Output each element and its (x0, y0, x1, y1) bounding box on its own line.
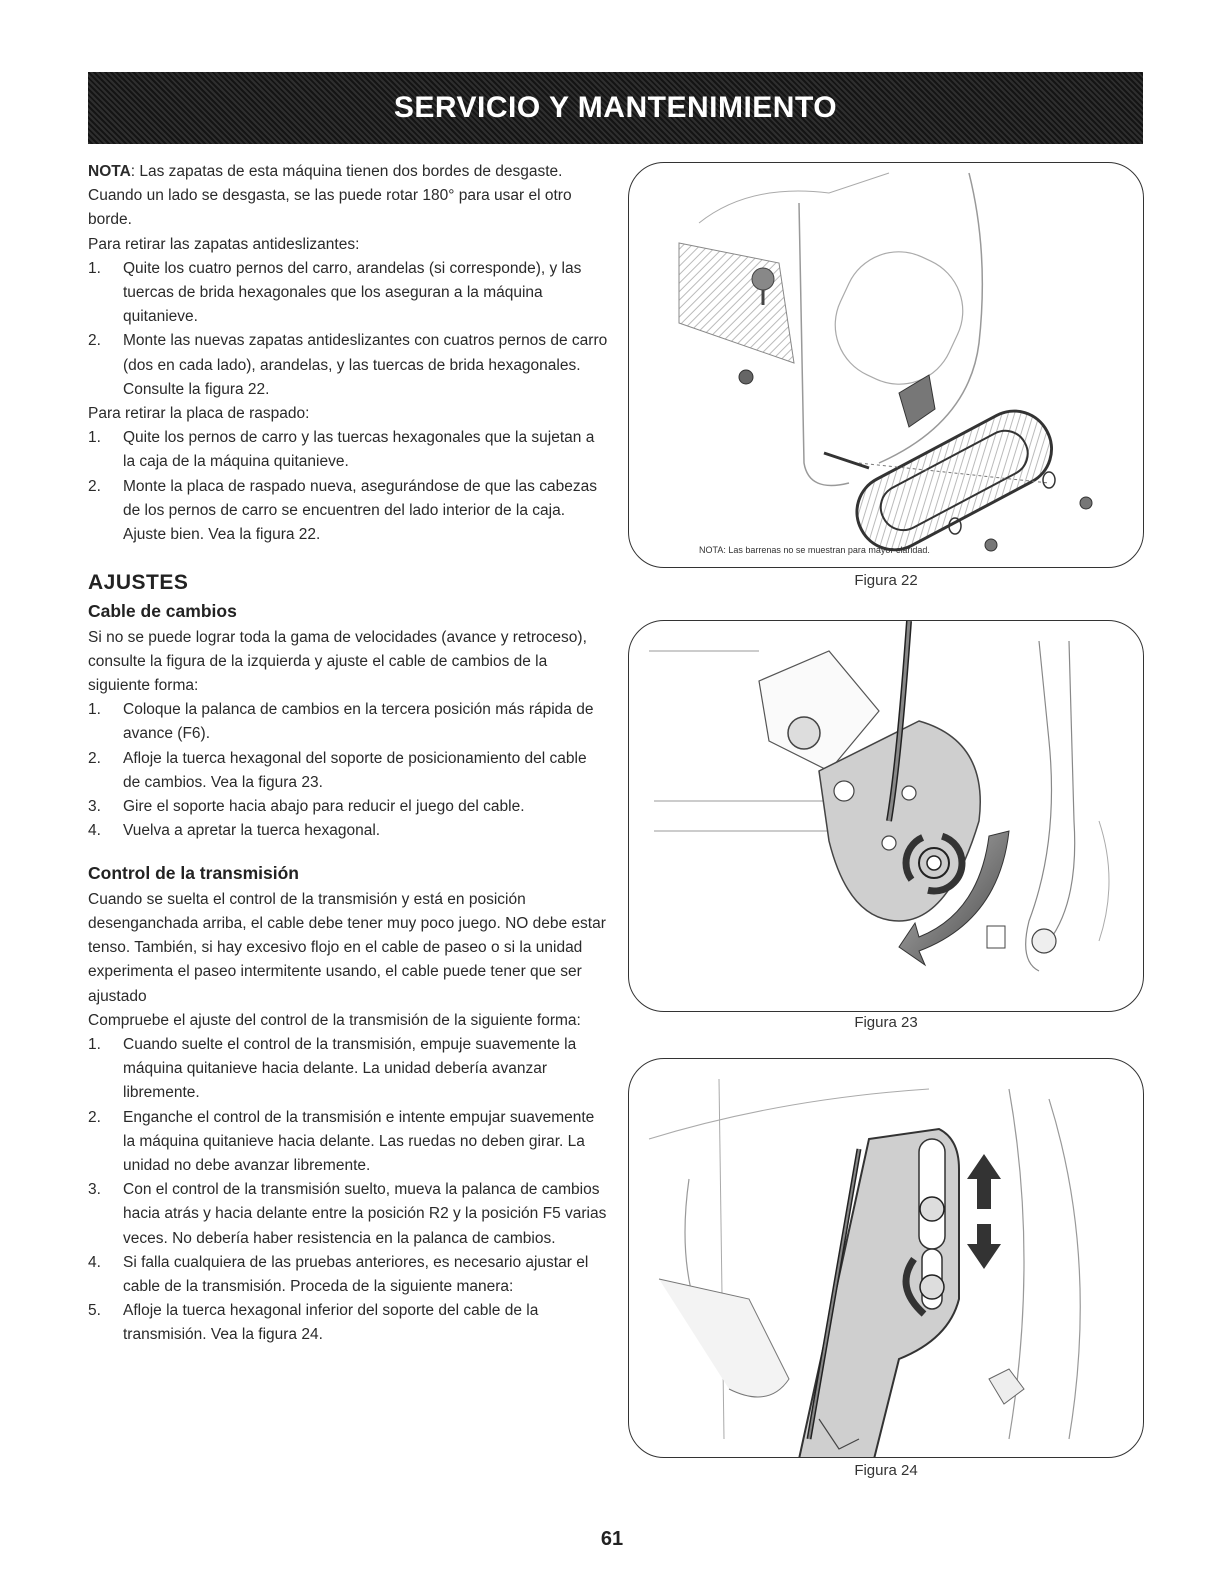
figure-23-illustration (629, 621, 1143, 1011)
figure-22-note: NOTA: Las barrenas no se muestran para mayor claridad. (699, 545, 930, 555)
list-item (88, 698, 608, 746)
scraper-heading: Para retirar la placa de raspado: (88, 405, 310, 423)
subsection-title-shift-cable: Cable de cambios (88, 601, 237, 622)
step-number: 2. (88, 477, 101, 495)
step-number: 2. (88, 332, 101, 350)
figure-22-caption: Figura 22 (854, 572, 918, 589)
list-item (88, 747, 608, 795)
figure-22 (628, 162, 1144, 568)
step-number: 5. (88, 1302, 101, 1320)
step-text: Afloje la tuerca hexagonal del soporte de posicionamiento del cable de cambios. Vea la figura 23. (123, 749, 587, 791)
list-item (88, 329, 608, 402)
skid-heading: Para retirar las zapatas antideslizantes: (88, 235, 360, 253)
list-item (88, 1251, 608, 1299)
step-text: Quite los cuatro pernos del carro, arandelas (si corresponde), y las tuercas de brida hexagonales que los aseguran a la máquina quitanieve. (123, 259, 582, 326)
step-number: 3. (88, 1181, 101, 1199)
step-number: 2. (88, 749, 101, 767)
step-text: Monte las nuevas zapatas antideslizantes con cuatros pernos de carro (dos en cada lado), arandelas, y las tuercas de brida hexagonales. Consulte la figura 22. (123, 332, 608, 398)
step-number: 3. (88, 798, 101, 816)
list-item (88, 475, 608, 548)
step-text: Enganche el control de la transmisión e intente empujar suavemente la máquina quitanieve hacia delante. Las ruedas no deben girar. La unidad no debe avanzar libremente. (123, 1108, 595, 1174)
step-text: Afloje la tuerca hexagonal inferior del soporte del cable de la transmisión. Vea la figura 24. (123, 1302, 539, 1344)
step-text: Quite los pernos de carro y las tuercas hexagonales que la sujetan a la caja de la máquina quitanieve. (123, 429, 595, 471)
text-column (88, 160, 608, 1348)
step-text: Cuando suelte el control de la transmisión, empuje suavemente la máquina quitanieve hacia delante. La unidad debería avanzar libremente. (123, 1035, 577, 1102)
scraper-steps-list (88, 426, 608, 547)
step-text: Vuelva a apretar la tuerca hexagonal. (123, 822, 381, 840)
figure-23-caption: Figura 23 (854, 1014, 918, 1031)
step-text: Si falla cualquiera de las pruebas anteriores, es necesario ajustar el cable de la transmisión. Proceda de la siguiente manera: (123, 1253, 589, 1295)
header-banner (88, 72, 1143, 144)
figure-22-illustration (629, 163, 1143, 567)
step-number: 4. (88, 1253, 101, 1271)
figure-24-caption: Figura 24 (854, 1462, 918, 1479)
step-number: 1. (88, 259, 101, 277)
drive-control-steps-list (88, 1033, 608, 1348)
figure-23 (628, 620, 1144, 1012)
page-title: SERVICIO Y MANTENIMIENTO (393, 91, 838, 124)
list-item (88, 1299, 608, 1347)
list-item (88, 1033, 608, 1106)
nota-text: : Las zapatas de esta máquina tienen dos bordes de desgaste. Cuando un lado se desgasta, se las puede rotar 180° para usar el otro borde. (88, 163, 572, 229)
drive-control-intro: Cuando se suelta el control de la transmisión y está en posición desenganchada arriba, el cable debe tener muy poco juego. NO debe estar tenso. También, si hay excesivo flojo en el cable de paseo o si la unidad experimenta el paseo intermitente usando, el cable puede tener que ser ajustado (88, 890, 606, 1005)
step-number: 2. (88, 1108, 101, 1126)
step-text: Coloque la palanca de cambios en la tercera posición más rápida de avance (F6). (123, 701, 594, 743)
figure-24-illustration (629, 1059, 1143, 1457)
list-item (88, 795, 608, 819)
step-number: 1. (88, 701, 101, 719)
section-title-ajustes: AJUSTES (88, 571, 189, 595)
skid-steps-list (88, 257, 608, 402)
shift-cable-steps-list (88, 698, 608, 843)
page-number: 61 (600, 1528, 624, 1550)
step-number: 4. (88, 822, 101, 840)
list-item (88, 1178, 608, 1251)
step-number: 1. (88, 429, 101, 447)
nota-label: NOTA (88, 163, 131, 180)
list-item (88, 1106, 608, 1179)
step-number: 1. (88, 1035, 101, 1053)
step-text: Gire el soporte hacia abajo para reducir el juego del cable. (123, 798, 525, 816)
list-item (88, 819, 608, 843)
figure-24 (628, 1058, 1144, 1458)
step-text: Monte la placa de raspado nueva, asegurándose de que las cabezas de los pernos de carro se encuentren del lado interior de la caja. Ajuste bien. Vea la figura 22. (123, 477, 597, 544)
list-item (88, 257, 608, 330)
step-text: Con el control de la transmisión suelto, mueva la palanca de cambios hacia atrás y hacia delante entre la posición R2 y la posición F5 varias veces. No debería haber resistencia en la palanca de cambios. (123, 1181, 607, 1247)
drive-control-check-intro: Compruebe el ajuste del control de la transmisión de la siguiente forma: (88, 1011, 581, 1029)
list-item (88, 426, 608, 474)
subsection-title-drive-control: Control de la transmisión (88, 863, 299, 884)
shift-cable-intro: Si no se puede lograr toda la gama de velocidades (avance y retroceso), consulte la figura de la izquierda y ajuste el cable de cambios de la siguiente forma: (88, 628, 587, 695)
nota-paragraph (88, 160, 608, 233)
